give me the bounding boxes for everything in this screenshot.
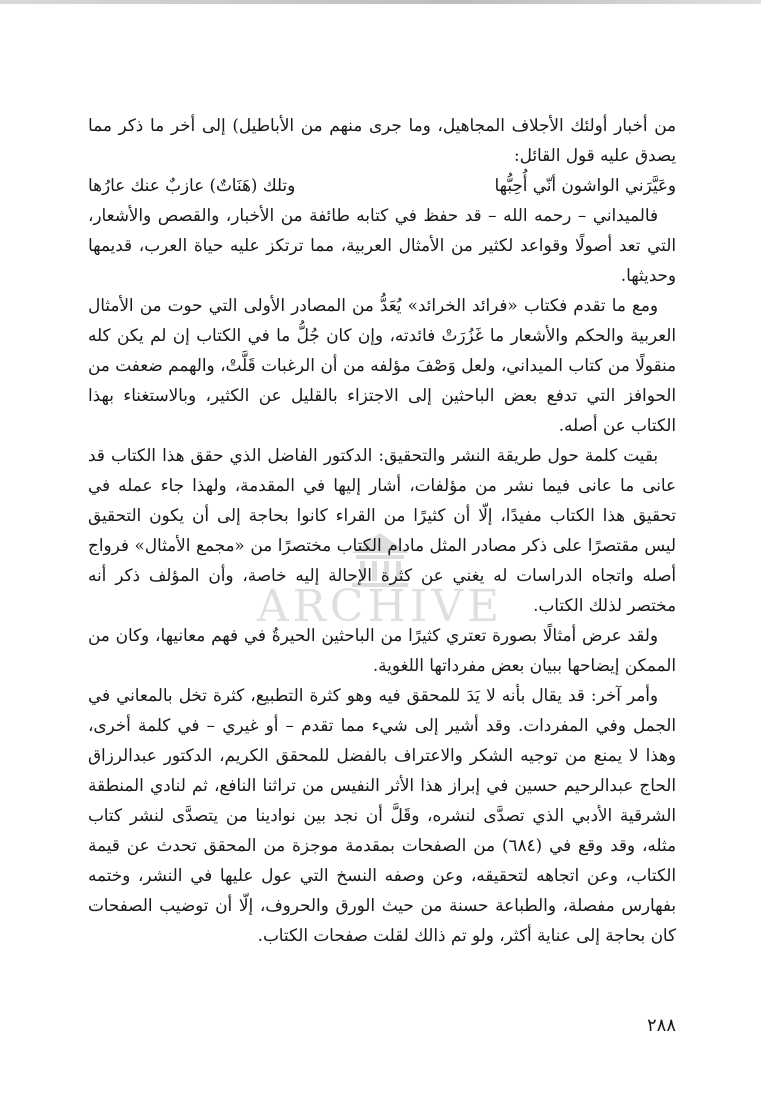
verse-second-half: وتلك (هَنَاتٌ) عازبٌ عنك عارُها (88, 175, 296, 195)
paragraph-1: من أخبار أولئك الأجلاف المجاهيل، وما جرى منهم من الأباطيل) إلى أخر ما ذكر مما يصدق عليه قول القائل: (88, 115, 676, 165)
paragraph-5: ولقد عرض أمثالًا بصورة تعتري كثيرًا من الباحثين الحيرةُ في فهم معانيها، وكان من الممكن إيضاحها ببيان بعض مفرداتها اللغوية. (88, 625, 676, 675)
top-edge-line (0, 0, 761, 4)
paragraph-4: بقيت كلمة حول طريقة النشر والتحقيق: الدكتور الفاضل الذي حقق هذا الكتاب قد عانى ما عانى فيما نشر من مؤلفات، أشار إليها في المقدمة، ولهذا جاء عمله في تحقيق هذا الكتاب مفيدًا، إلّا أن كثيرًا من القراء كانوا بحاجة إلى أن يكون التحقيق ليس مقتصرًا على ذكر مصادر المثل مادام الكتاب مختصرًا من «مجمع الأمثال» فرواج أصله واتجاه الدراسات له يغني عن كثرة الإحالة إليه خاصة، وأن المؤلف ذكر أنه مختصر لذلك الكتاب. (88, 445, 676, 615)
paragraph-6: وأمر آخر: قد يقال بأنه لا يَدَ للمحقق فيه وهو كثرة التطبيع، كثرة تخل بالمعاني في الجمل وفي المفردات. وقد أشير إلى شيء مما تقدم – أو غيري – في كلمة أخرى، وهذا لا يمنع من توجيه الشكر والاعتراف بالفضل للمحقق الكريم، الدكتور عبدالرزاق الحاج عبدالرحيم حسين في إبراز هذا الأثر النفيس من تراثنا النافع، ثم لنادي المنطقة الشرقية الأدبي الذي تصدَّى لنشره، وقَلَّ أن نجد بين نوادينا من يتصدَّى لنشر كتاب مثله، وقد وقع في (٦٨٤) من الصفحات بمقدمة موجزة من المحقق تحدث عن قيمة الكتاب، وعن اتجاهه لتحقيقه، وعن وصفه النسخ التي عول عليها في النشر، وختمه بفهارس مفصلة، والطباعة حسنة من حيث الورق والحروف، إلّا أن توضيب الصفحات كان بحاجة إلى عناية أكثر، ولو تم ذالك لقلت صفحات الكتاب. (88, 685, 677, 945)
paragraph-2: فالميداني – رحمه الله – قد حفظ في كتابه طائفة من الأخبار، والقصص والأشعار، التي تعد أصولًا وقواعد لكثير من الأمثال العربية، مما ترتكز عليه حياة العرب، قديمها وحديثها. (88, 205, 676, 285)
verse-first-half: وعَيَّرَني الواشون أنّي أُحِبُّها (494, 175, 676, 195)
body-text (88, 110, 676, 950)
page-number: ٢٨٨ (646, 1015, 676, 1036)
paragraph-3: ومع ما تقدم فكتاب «فرائد الخرائد» يُعَدُّ من المصادر الأولى التي حوت من الأمثال العربية والحكم والأشعار ما غَزُرَتْ فائدته، وإن كان جُلُّ ما في الكتاب إن لم يكن كله منقولًا من كتاب الميداني، ولعل وَصْفَ مؤلفه من أن الرغبات قَلَّتْ، والهمم ضعفت من الحوافز التي تدفع بعض الباحثين إلى الاجتزاء بالقليل عن الكثير، وبالاستغناء بهذا الكتاب عن أصله. (88, 295, 676, 435)
watermark-text: ARCHIVE (256, 581, 504, 632)
poem-verse (88, 170, 676, 200)
